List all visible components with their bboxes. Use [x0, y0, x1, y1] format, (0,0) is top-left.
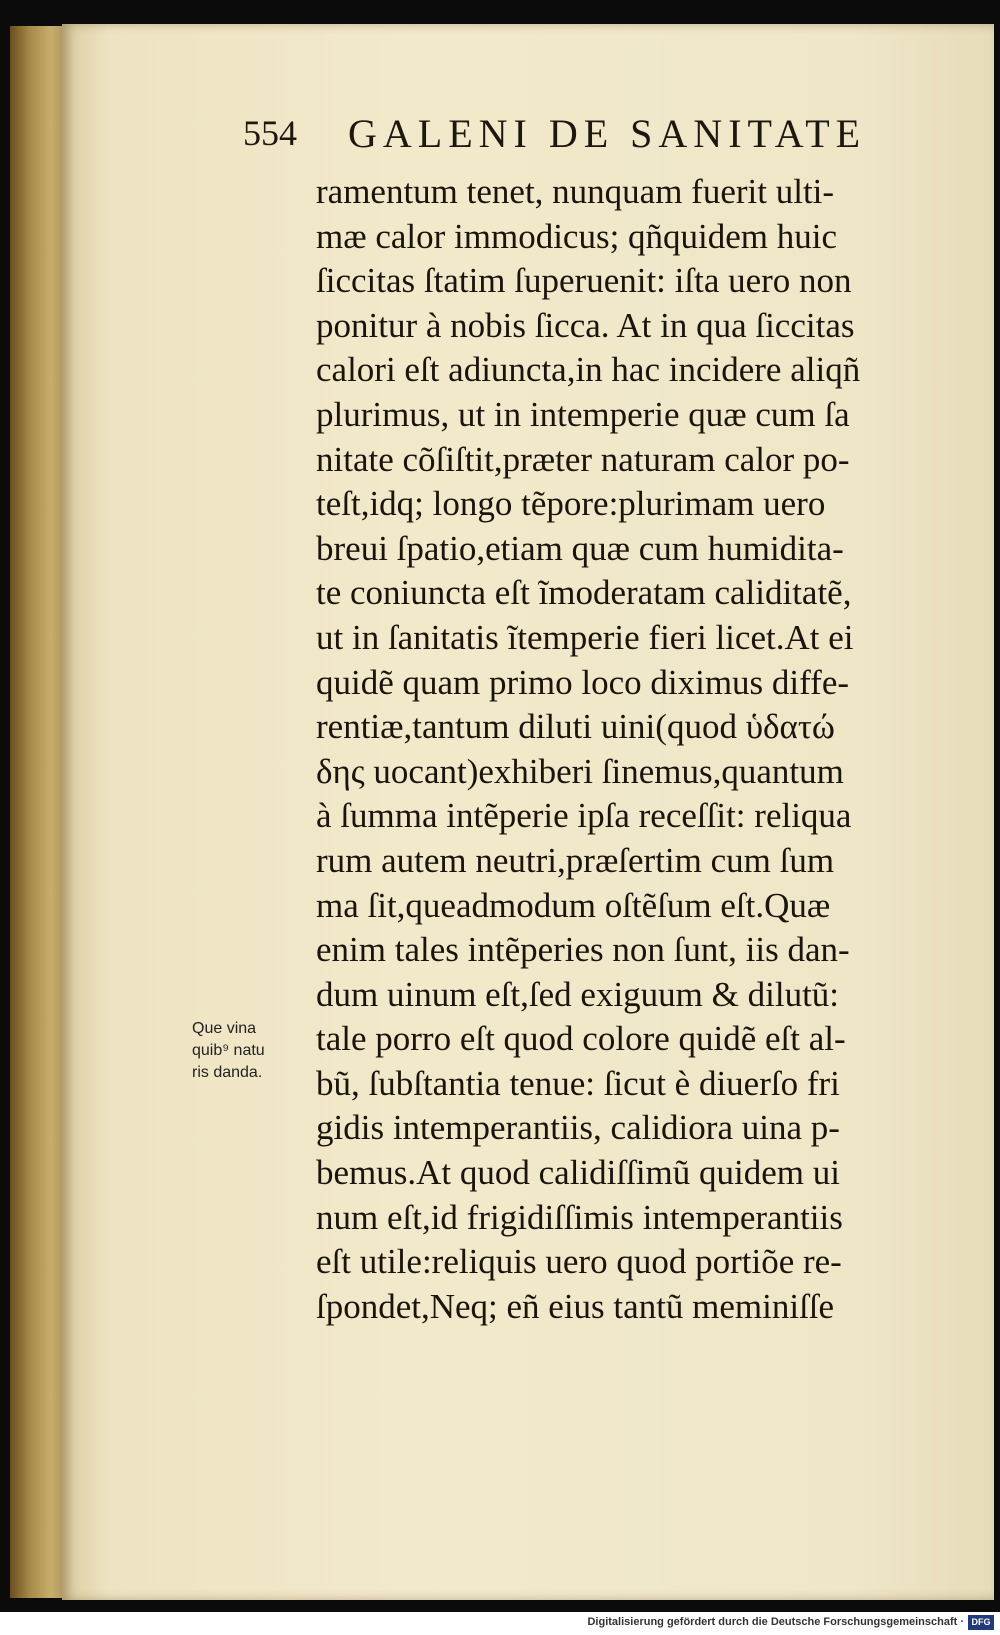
text-line: num eſt,id frigidiſſimis intemperantiis [316, 1197, 843, 1237]
text-line: ut in ſanitatis ĩtemperie fieri licet.At ei [316, 617, 854, 657]
folio-number: 554 [243, 113, 297, 153]
text-line: à ſumma intẽperie ipſa receſſit: reliqua [316, 796, 852, 836]
footer-bar [0, 1612, 1000, 1635]
text-line: ponitur à nobis ſicca. At in qua ſiccitas [316, 305, 855, 345]
text-line: tale porro eſt quod colore quidẽ eſt al- [316, 1019, 846, 1059]
text-line: rentiæ,tantum diluti uini(quod ὑδατώ [316, 707, 835, 747]
margin-note-line: Que vina [192, 1020, 257, 1037]
text-line: ſpondet,Neq; eñ eius tantũ meminiſſe [316, 1286, 835, 1326]
text-line: enim tales intẽperies non ſunt, iis dan- [316, 930, 850, 970]
text-line: dum uinum eſt,ſed exiguum & dilutũ: [316, 974, 840, 1014]
text-line: ma ſit,queadmodum oſtẽſum eſt.Quæ [316, 885, 831, 925]
margin-note-line: ris danda. [192, 1064, 263, 1081]
body-text [316, 170, 966, 1329]
margin-note-line: quib⁹ natu [192, 1042, 265, 1059]
text-line: teſt,idq; longo tẽpore:plurimam uero [316, 484, 826, 524]
text-line: rum autem neutri,præſertim cum ſum [316, 840, 835, 880]
text-line: mæ calor immodicus; qñquidem huic [316, 216, 838, 256]
text-line: bemus.At quod calidiſſimũ quidem ui [316, 1153, 840, 1193]
text-line: δης uocant)exhiberi ſinemus,quantum [316, 751, 844, 791]
funding-credit: Digitalisierung gefördert durch die Deutsche Forschungsgemeinschaft · [587, 1616, 964, 1628]
margin-note [192, 1018, 312, 1084]
text-line: quidẽ quam primo loco diximus diffe- [316, 662, 850, 702]
text-line: plurimus, ut in intemperie quæ cum ſa [316, 394, 850, 434]
running-title: GALENI DE SANITATE [348, 111, 867, 156]
text-line: eſt utile:reliquis uero quod portiõe re- [316, 1242, 842, 1282]
text-line: calori eſt adiuncta,in hac incidere aliqñ [316, 350, 861, 390]
text-line: gidis intemperantiis, calidiora uina p- [316, 1108, 840, 1148]
page-header [243, 110, 923, 170]
text-line: breui ſpatio,etiam quæ cum humidita- [316, 528, 844, 568]
text-line: te coniuncta eſt ĩmoderatam caliditatẽ, [316, 573, 852, 613]
text-line: ſiccitas ſtatim ſuperuenit: iſta uero non [316, 261, 852, 301]
text-line: ramentum tenet, nunquam fuerit ulti- [316, 172, 835, 211]
dfg-logo: DFG [968, 1615, 994, 1630]
text-line: bũ, ſubſtantia tenue: ſicut è diuerſo fri [316, 1063, 840, 1103]
text-line: nitate cõſiſtit,præter naturam calor po- [316, 439, 850, 479]
book-edge [10, 26, 68, 1598]
